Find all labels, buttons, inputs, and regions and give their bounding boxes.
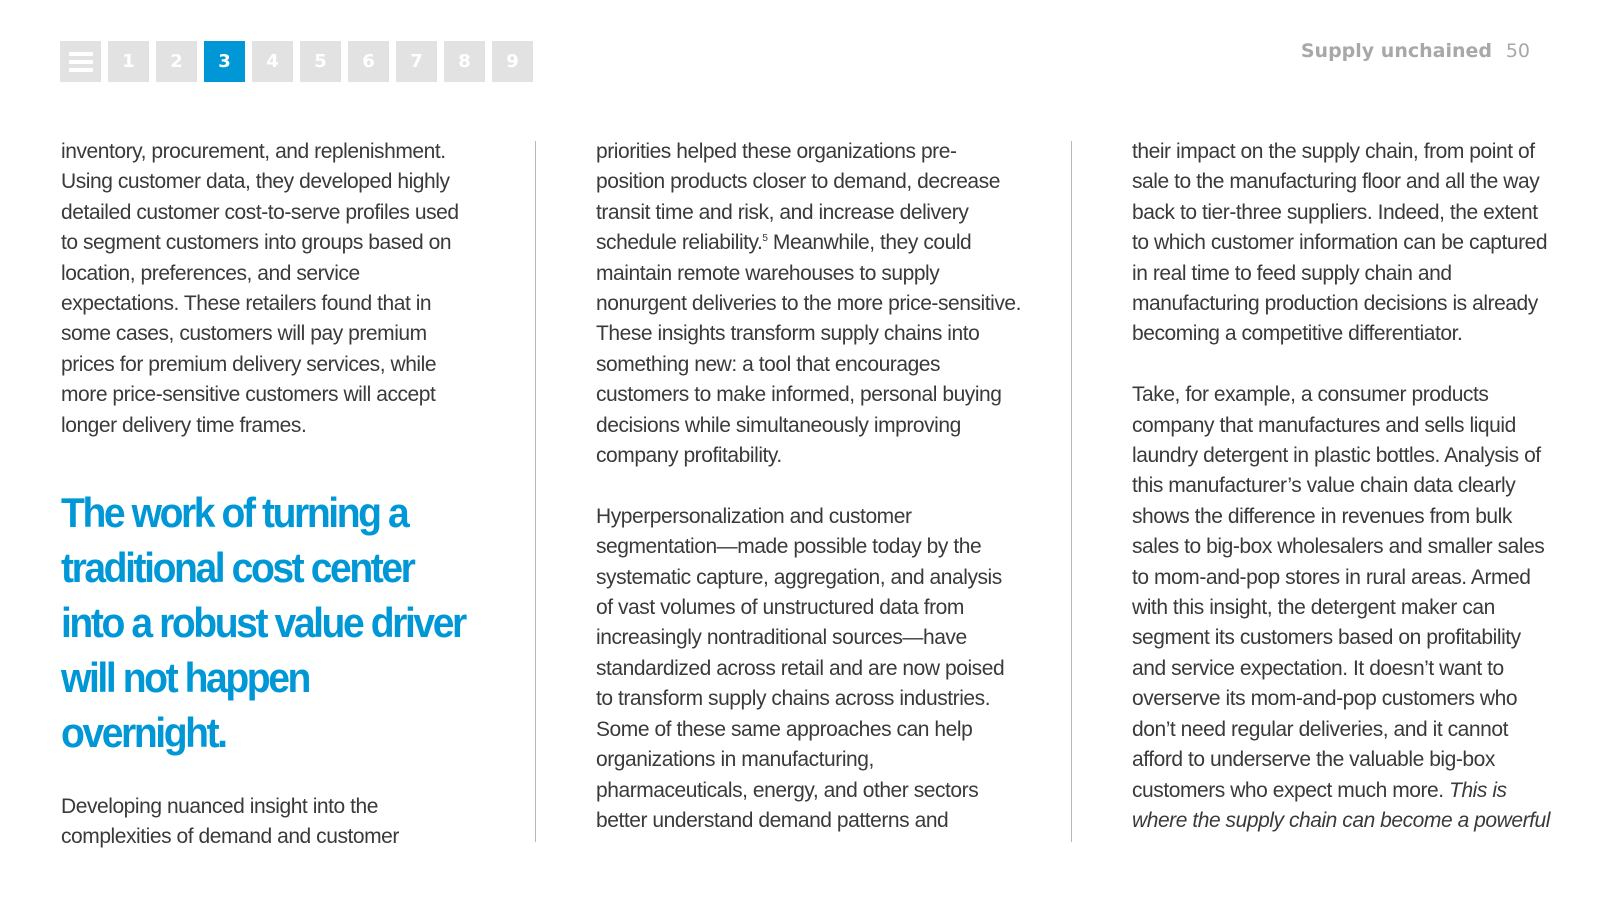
page-button-6[interactable]: 6 — [348, 41, 389, 82]
paragraph-text: priorities helped these organizations pre-position products closer to demand, decrease transit time and risk, and increase delivery schedule reliability. — [596, 140, 1000, 255]
text-column-1 — [61, 137, 471, 853]
page-button-7[interactable]: 7 — [396, 41, 437, 82]
paragraph-text: Take, for example, a consumer products company that manufactures and sells liquid laundry detergent in plastic bottles. Analysis of this manufacturer’s value chain data clearly shows the difference in revenues from bulk sales to big-box wholesalers and smaller sales to mom-and-pop stores in rural areas. Armed with this insight, the detergent maker can segment its customers based on profitability and service expectation. It doesn’t want to overserve its mom-and-pop customers who don’t need regular deliveries, and it cannot afford to underserve the valuable big-box customers who expect much more. — [1132, 383, 1545, 802]
pull-quote: The work of turning a traditional cost center into a robust value driver will not happen overnight. — [61, 489, 465, 757]
body-paragraph — [596, 137, 1021, 471]
body-paragraph: Hyperpersonalization and customer segmentation—made possible today by the systematic capture, aggregation, and analysis of vast volumes of unstructured data from increasingly nontraditional sources—have standardized across retail and are now poised to transform supply chains across industries. Some of these same approaches can help organizations in manufacturing, pharmaceuticals, energy, and other sectors better understand demand patterns and — [596, 504, 1005, 832]
column-divider-1 — [535, 141, 536, 842]
body-paragraph: Developing nuanced insight into the complexities of demand and customer — [61, 795, 399, 849]
running-title: Supply unchained — [1300, 40, 1492, 62]
hamburger-menu-icon — [69, 52, 93, 72]
page-button-9[interactable]: 9 — [492, 41, 533, 82]
page-navigation — [60, 41, 533, 82]
page-button-2[interactable]: 2 — [156, 41, 197, 82]
menu-button[interactable] — [60, 41, 101, 82]
text-column-3 — [1132, 137, 1552, 836]
footnote-marker[interactable]: 5 — [762, 233, 768, 245]
paragraph-text: Meanwhile, they could maintain remote warehouses to supply nonurgent deliveries to the more price-sensitive. These insights transform supply chains into something new: a tool that encourages customers to make informed, personal buying decisions while simultaneously improving company profitability. — [596, 231, 1022, 468]
page-button-1[interactable]: 1 — [108, 41, 149, 82]
text-column-2 — [596, 137, 1021, 836]
body-paragraph — [1132, 380, 1552, 836]
page-button-5[interactable]: 5 — [300, 41, 341, 82]
body-paragraph: their impact on the supply chain, from point of sale to the manufacturing floor and all the way back to tier-three suppliers. Indeed, the extent to which customer information can be captured in real time to feed supply chain and manufacturing production decisions is already becoming a competitive differentiator. — [1132, 140, 1548, 346]
column-divider-2 — [1071, 141, 1072, 842]
page-button-3-active[interactable]: 3 — [204, 41, 245, 82]
page-button-8[interactable]: 8 — [444, 41, 485, 82]
page-number: 50 — [1505, 40, 1530, 62]
page-button-4[interactable]: 4 — [252, 41, 293, 82]
body-paragraph: inventory, procurement, and replenishment. Using customer data, they developed highly detailed customer cost-to-serve profiles used to segment customers into groups based on location, preferences, and service expectations. These retailers found that in some cases, customers will pay premium prices for premium delivery services, while more price-sensitive customers will accept longer delivery time frames. — [61, 140, 459, 437]
italic-emphasis-text: This is where the supply chain can become a powerful — [1132, 778, 1550, 832]
